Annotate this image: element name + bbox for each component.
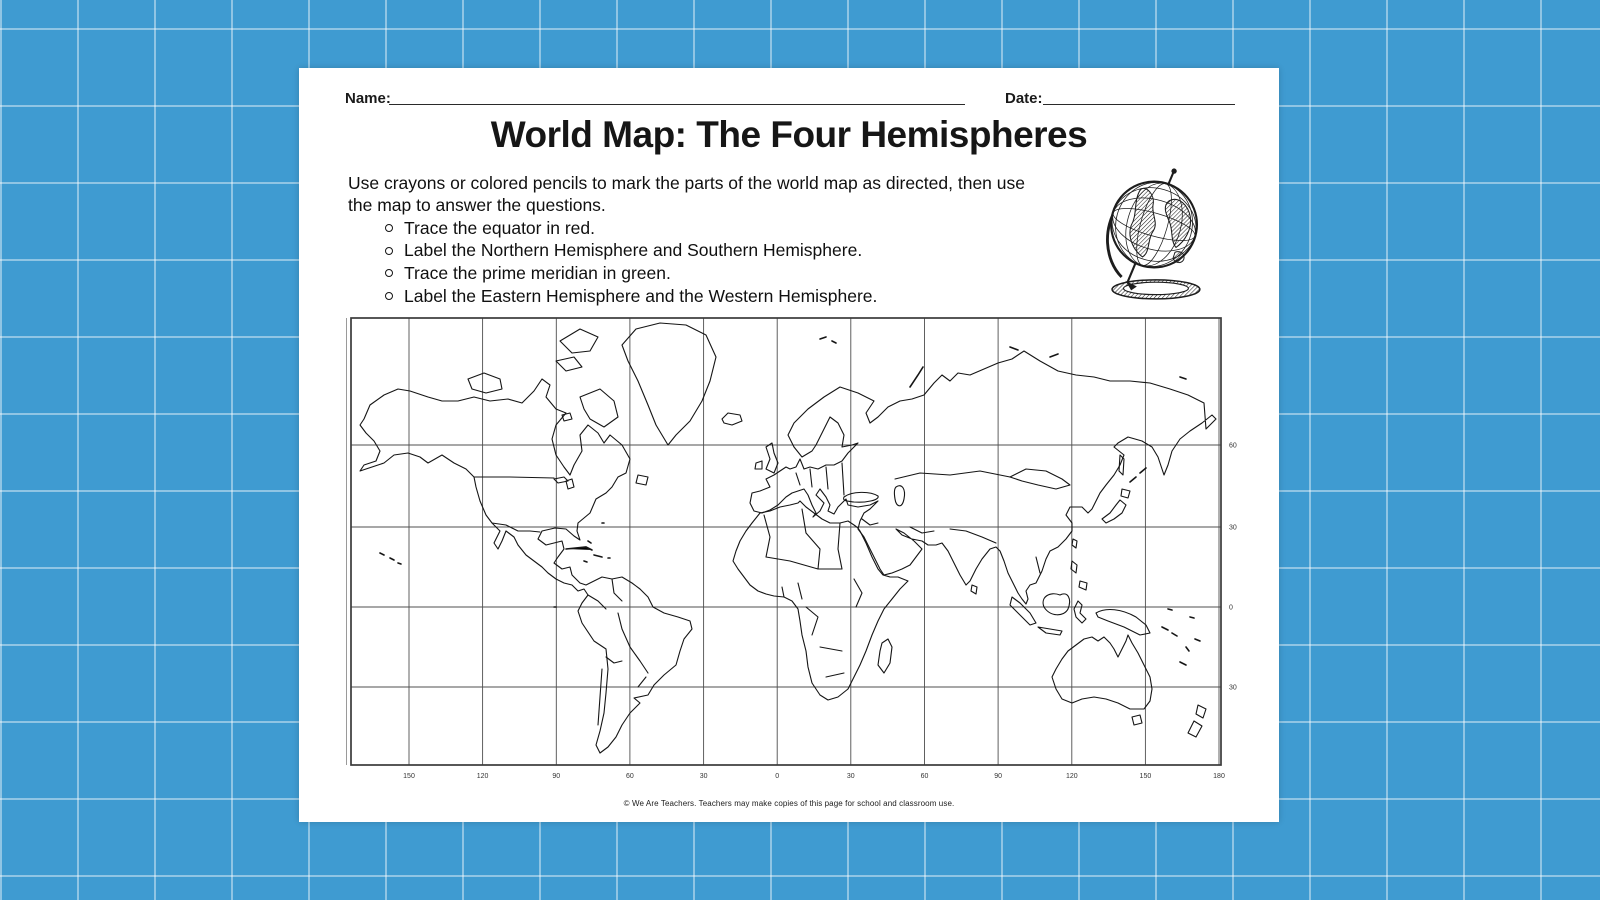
globe-illustration-icon <box>1093 164 1217 306</box>
longitude-tick-label: 150 <box>403 773 415 780</box>
worksheet-page <box>299 68 1279 822</box>
instruction-item-text: Trace the prime meridian in green. <box>404 262 671 283</box>
instruction-item <box>385 240 877 263</box>
name-label: Name: <box>345 90 391 107</box>
map-left-rule <box>346 318 347 765</box>
instruction-item-text: Label the Northern Hemisphere and Southern Hemisphere. <box>404 240 863 261</box>
world-map <box>350 317 1242 789</box>
latitude-tick-label: 30 <box>1229 684 1237 692</box>
worksheet-title: World Map: The Four Hemispheres <box>490 114 1088 155</box>
longitude-tick-label: 30 <box>699 773 708 780</box>
name-date-row <box>299 90 1279 110</box>
longitude-tick-label: 0 <box>775 773 780 780</box>
longitude-tick-label: 120 <box>476 773 489 780</box>
longitude-tick-label: 60 <box>626 773 634 780</box>
longitude-tick-label: 120 <box>1065 773 1078 780</box>
date-label: Date: <box>1005 90 1043 107</box>
instructions-text: Use crayons or colored pencils to mark the parts of the world map as directed, then use the map to answer the questions. <box>348 173 1025 216</box>
latitude-tick-label: 0 <box>1229 604 1233 612</box>
open-circle-bullet-icon <box>385 292 393 300</box>
copyright-footer: © We Are Teachers. Teachers may make copies of this page for school and classroom use. <box>623 799 955 808</box>
date-blank-line <box>1043 103 1235 105</box>
island-specks <box>380 337 1200 665</box>
longitude-axis-labels <box>403 773 1225 780</box>
instruction-item-text: Label the Eastern Hemisphere and the Western Hemisphere. <box>404 285 878 306</box>
longitude-tick-label: 90 <box>552 773 561 780</box>
open-circle-bullet-icon <box>385 224 393 232</box>
instruction-item <box>385 217 877 240</box>
latitude-tick-label: 60 <box>1229 442 1237 450</box>
instruction-item <box>385 285 877 308</box>
longitude-tick-label: 150 <box>1139 773 1152 780</box>
instruction-item-text: Trace the equator in red. <box>404 217 595 238</box>
continent-outlines <box>360 323 1216 753</box>
longitude-tick-label: 30 <box>846 773 855 780</box>
instruction-item <box>385 262 877 285</box>
instruction-list <box>385 217 877 307</box>
latitude-axis-labels <box>1229 443 1237 692</box>
open-circle-bullet-icon <box>385 269 393 277</box>
longitude-tick-label: 180 <box>1213 773 1225 780</box>
longitude-tick-label: 60 <box>920 773 929 780</box>
longitude-tick-label: 90 <box>994 773 1002 780</box>
latitude-tick-label: 30 <box>1229 524 1237 532</box>
name-blank-line <box>389 103 965 105</box>
open-circle-bullet-icon <box>385 247 393 255</box>
